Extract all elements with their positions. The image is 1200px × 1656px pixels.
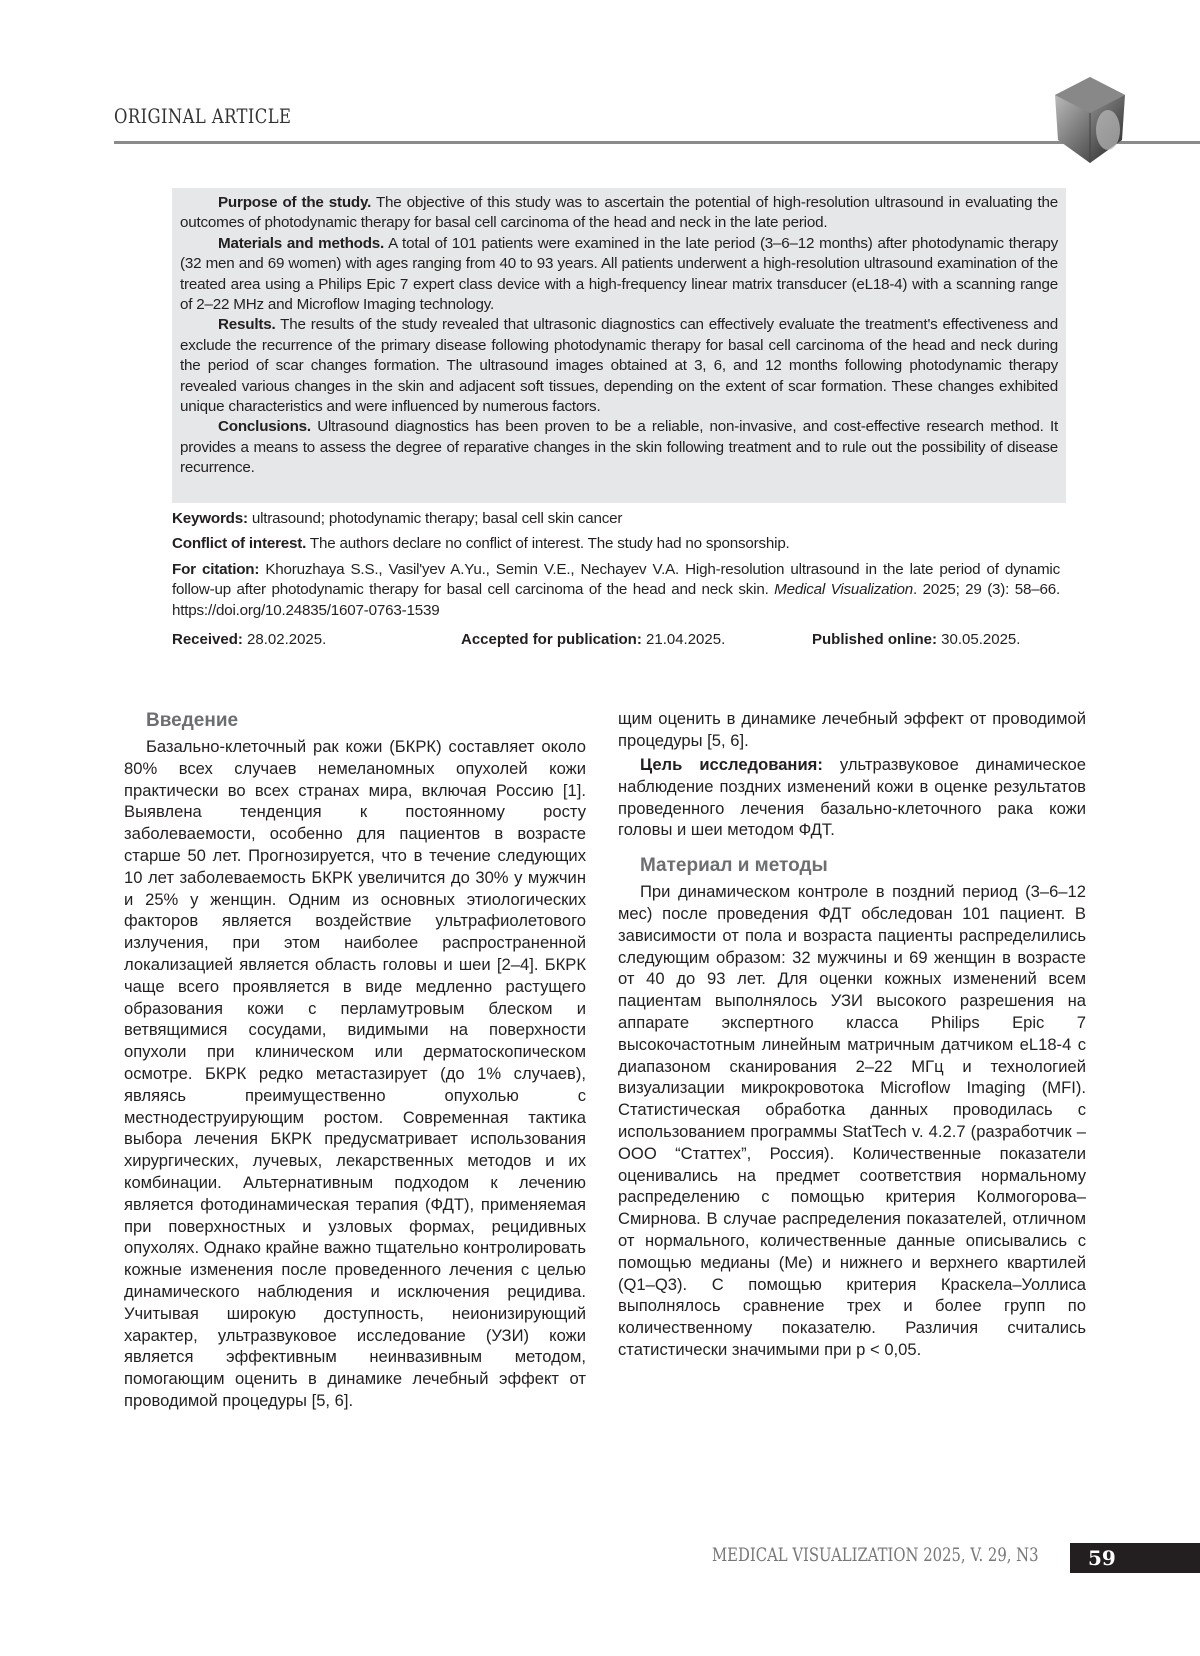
accepted-date [461,631,725,648]
methods-heading: Материал и методы [640,853,1086,879]
intro-continuation: щим оценить в динамике лечебный эффект от проводимой процедуры [5, 6]. [618,708,1086,752]
column-left [124,708,586,1518]
section-label: ORIGINAL ARTICLE [114,104,291,128]
abstract-label: Conclusions. [218,418,311,435]
conflict-of-interest [172,534,1060,554]
page-number: 59 [1070,1543,1200,1573]
date-value: 30.05.2025. [937,631,1020,648]
conflict-text: The authors declare no conflict of interest. The study had no sponsorship. [306,535,789,552]
page [0,0,1200,1656]
column-right [618,708,1086,1361]
methods-text: При динамическом контроле в поздний период (3–6–12 мес) после проведения ФДТ обследован 101 пациент. В зависимости от пола и возраста пациенты распределились следующим образом: 32 мужчины и 69 женщин в возрасте от 40 до 93 лет. Для оценки кожных изменений всем пациентам выполнялось УЗИ высокого разрешения на аппарате экспертного класса Philips Epic 7 высокочастотным линейным матричным датчиком eL18-4 с диапазоном сканирования 2–22 МГц и технологией визуализации микрокровотока Microflow Imaging (MFI). Статистическая обработка данных проводилась с использованием программы StatTech v. 4.2.7 (разработчик – ООО “Статтех”, Россия). Количественные показатели оценивались на предмет соответствия нормальному распределению с помощью критерия Колмогорова–Смирнова. В случае распределения показателей, отличном от нормального, количественные данные описывались с помощью медианы (Me) и нижнего и верхнего квартилей (Q1–Q3). С помощью критерия Краскела–Уоллиса выполнялось сравнение трех и более групп по количественному показателю. Различия считались статистически значимыми при p < 0,05. [618,881,1086,1361]
abstract-results [180,315,1058,417]
abstract-box [172,188,1066,503]
date-label: Published online: [812,631,937,648]
journal-cube-logo-icon [1050,75,1130,165]
intro-heading: Введение [146,708,586,734]
citation-label: For citation: [172,561,259,578]
abstract-purpose [180,193,1058,234]
date-value: 28.02.2025. [243,631,326,648]
abstract-label: Results. [218,316,275,333]
abstract-text: The objective of this study was to ascertain the potential of high-resolution ultrasound in evaluating the outcomes of photodynamic therapy for basal cell carcinoma of the head and neck in the late period. [180,194,1058,231]
aim-paragraph [618,754,1086,841]
citation-journal: Medical Visualization [774,581,913,598]
citation [172,560,1060,621]
aim-text: ультразвуковое динамическое наблюдение поздних изменений кожи в оценке результатов проведенного лечения базально-клеточного рака кожи головы и шеи методом ФДТ. [618,755,1086,839]
citation-text: Khoruzhaya S.S., Vasil'yev A.Yu., Semin V.E., Nechayev V.A. High-resolution ultrasound in the late period of dynamic follow-up after photodynamic therapy for basal cell carcinoma of the head and neck skin. [172,561,1060,598]
keywords-label: Keywords: [172,510,248,527]
published-date [812,631,1020,648]
intro-text: Базально-клеточный рак кожи (БКРК) составляет около 80% всех случаев немеланомных опухолей кожи практически во всех странах мира, включая Россию [1]. Выявлена тенденция к постоянному росту заболеваемости, особенно для пациентов в возрасте старше 50 лет. Прогнозируется, что в течение следующих 10 лет заболеваемость БКРК увеличится до 30% у мужчин и 25% у женщин. Одним из основных этиологических факторов является воздействие ультрафиолетового излучения, при этом наиболее распространенной локализацией является область головы и шеи [2–4]. БКРК чаще всего проявляется в виде медленно растущего образования кожи с перламутровым блеском и ветвящимися сосудами, видимыми на поверхности опухоли при клиническом или дерматоскопическом осмотре. БКРК редко метастазирует (до 1% случаев), являясь преимущественно опухолью с местнодеструирующим ростом. Современная тактика выбора лечения БКРК предусматривает использования хирургических, лучевых, лекарственных методов и их комбинации. Альтернативным подходом к лечению является фотодинамическая терапия (ФДТ), применяемая при поверхностных и узловых формах, рецидивных опухолях. Однако крайне важно тщательно контролировать кожные изменения после проведенного лечения с целью динамического наблюдения и исключения рецидива. Учитывая широкую доступность, неионизирующий характер, ультразвуковое исследование (УЗИ) кожи является эффективным неинвазивным методом, помогающим оценить в динамике лечебный эффект от проводимой процедуры [5, 6]. [124,736,586,1516]
header-rule [114,141,1200,144]
date-label: Accepted for publication: [461,631,642,648]
abstract-label: Materials and methods. [218,235,384,252]
footer-journal: MEDICAL VISUALIZATION 2025, V. 29, N3 [712,1544,1039,1566]
abstract-conclusions [180,417,1058,478]
citation-doi[interactable]: . 2025; 29 (3): 58–66. https://doi.org/10.24835/1607-0763-1539 [172,581,1060,618]
abstract-text: The results of the study revealed that ultrasonic diagnostics can effectively evaluate the treatment's effectiveness and exclude the recurrence of the primary disease following photodynamic therapy for basal cell carcinoma of the head and neck during the period of scar changes formation. The ultrasound images obtained at 3, 6, and 12 months following photodynamic therapy revealed various changes in the skin and adjacent soft tissues, depending on the extent of scar formation. These changes exhibited unique characteristics and were influenced by numerous factors. [180,316,1058,415]
abstract-text: Ultrasound diagnostics has been proven to be a reliable, non-invasive, and cost-effective research method. It provides a means to assess the degree of reparative changes in the skin following treatment and to rule out the possibility of disease recurrence. [180,418,1058,476]
abstract-methods [180,234,1058,316]
aim-label: Цель исследования: [640,755,823,774]
keywords-text: ultrasound; photodynamic therapy; basal cell skin cancer [248,510,622,527]
date-label: Received: [172,631,243,648]
received-date [172,631,326,648]
abstract-text: A total of 101 patients were examined in the late period (3–6–12 months) after photodynamic therapy (32 men and 69 women) with ages ranging from 40 to 93 years. All patients underwent a high-resolution ultrasound examination of the treated area using a Philips Epic 7 expert class device with a high-frequency linear matrix transducer (eL18-4) with a scanning range of 2–22 MHz and Microflow Imaging technology. [180,235,1058,313]
date-value: 21.04.2025. [642,631,725,648]
conflict-label: Conflict of interest. [172,535,306,552]
keywords [172,509,1060,529]
abstract-label: Purpose of the study. [218,194,371,211]
